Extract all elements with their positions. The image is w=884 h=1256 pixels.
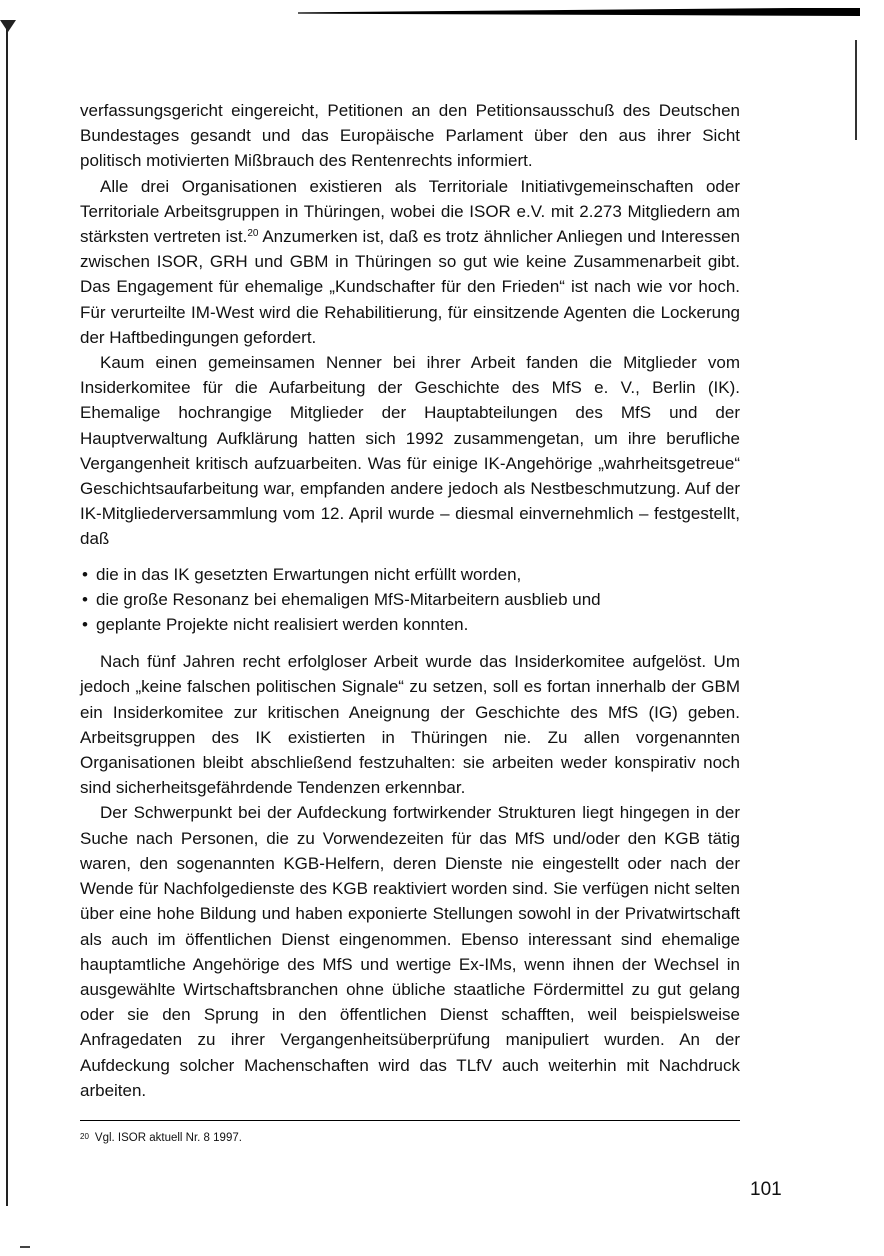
paragraph-2-text-b: Anzumerken ist, daß es trotz ähnlicher Anliegen und Interessen zwischen ISOR, GRH und GBM in Thüringen so gut wie keine Zusammenarbeit gibt. Das Engagement für ehemalige „Kundschafter für den Frieden“ ist nach wie vor hoch. Für verurteilte IM-West wird die Rehabilitierung, für einsitzende Agenten die Lockerung der Haftbedingungen gefordert. — [80, 227, 741, 347]
paragraph-3: Kaum einen gemeinsamen Nenner bei ihrer Arbeit fanden die Mitglieder vom Insiderkomitee für die Aufarbeitung der Geschichte des MfS e. V., Berlin (IK). Ehemalige hochrangige Mitglieder der Hauptabteilungen des MfS und der Hauptverwaltung Aufklärung hatten sich 1992 zusammengetan, um ihre berufliche Vergangenheit kritisch aufzuarbeiten. Was für einige IK-Angehörige „wahrheitsgetreue“ Geschichtsaufarbeitung war, empfanden andere jedoch als Nestbeschmutzung. Auf der IK-Mitgliederversammlung vom 12. April wurde – diesmal einvernehmlich – festgestellt, daß — [80, 353, 740, 549]
list-item — [80, 562, 740, 587]
list-item-text: geplante Projekte nicht realisiert werden konnten. — [96, 615, 469, 635]
body-text — [80, 98, 740, 1103]
scan-edge-left — [6, 26, 8, 1206]
scan-edge-right — [855, 40, 857, 140]
footnote-text: Vgl. ISOR aktuell Nr. 8 1997. — [94, 1132, 242, 1144]
scan-mark-bottom — [20, 1246, 30, 1248]
paragraph-1: verfassungsgericht eingereicht, Petitionen an den Petitionsausschuß des Deutschen Bundestages gesandt und das Europäische Parlament über den aus ihrer Sicht politisch motivierten Mißbrauch des Rentenrechts informiert. — [80, 101, 740, 171]
list-item — [80, 612, 740, 637]
paragraph-5: Der Schwerpunkt bei der Aufdeckung fortwirkender Strukturen liegt hingegen in der Suche nach Personen, die zu Vorwendezeiten für das MfS und/oder den KGB tätig waren, den sogenannten KGB-Helfern, deren Dienste nie eingestellt oder nach der Wende für Nachfolgedienste des KGB reaktiviert worden sind. Sie verfügen nicht selten über eine hohe Bildung und haben exponierte Stellungen sowohl in der Privatwirtschaft als auch im öffentlichen Dienst eingenommen. Ebenso interessant sind ehemalige hauptamtliche Angehörige des MfS und wertige Ex-IMs, wenn ihnen der Wechsel in ausgewählte Wirtschaftsbranchen ohne übliche staatliche Fördermittel zu gut gelang oder sie den Sprung in den öffentlichen Dienst schafften, weil beispielsweise Anfragedaten zu ihrer Vergangenheitsüberprüfung manipuliert wurden. An der Aufdeckung solcher Machenschaften wird das TLfV auch weiterhin mit Nachdruck arbeiten. — [80, 803, 740, 1100]
bullet-icon: • — [82, 615, 88, 635]
footnote-number: 20 — [80, 1132, 89, 1141]
footnote-reference: 20 — [247, 228, 259, 240]
paragraph-4: Nach fünf Jahren recht erfolgloser Arbeit wurde das Insiderkomitee aufgelöst. Um jedoch „keine falschen politischen Signale“ zu setzen, soll es fortan innerhalb der GBM ein Insiderkomitee zur kritischen Aneignung der Geschichte des MfS (IG) geben. Arbeitsgruppen des IK existierten in Thüringen nie. Zu allen vorgenannten Organisationen bleibt abschließend festzuhalten: sie arbeiten weder konspirativ noch sind sicherheitsgefährdende Tendenzen erkennbar. — [80, 652, 740, 798]
footnote-divider — [80, 1120, 740, 1121]
footnote — [80, 1130, 740, 1146]
bullet-icon: • — [82, 589, 88, 609]
list-item-text: die große Resonanz bei ehemaligen MfS-Mitarbeitern ausblieb und — [96, 589, 601, 609]
scan-edge-top — [298, 8, 860, 16]
list-item-text: die in das IK gesetzten Erwartungen nicht erfüllt worden, — [96, 564, 522, 584]
list-item — [80, 587, 740, 612]
paragraph-2 — [80, 174, 740, 350]
bullet-icon: • — [82, 564, 88, 584]
bullet-list — [80, 562, 740, 638]
paragraph-2-text-a: Alle drei Organisationen existieren als Territoriale Initiativgemeinschaften oder Territoriale Arbeitsgruppen in Thüringen, wobei die ISOR e.V. mit 2.273 Mitgliedern am stärksten vertreten ist. — [80, 176, 740, 247]
page-number: 101 — [750, 1179, 782, 1200]
scan-mark-left — [0, 20, 16, 32]
